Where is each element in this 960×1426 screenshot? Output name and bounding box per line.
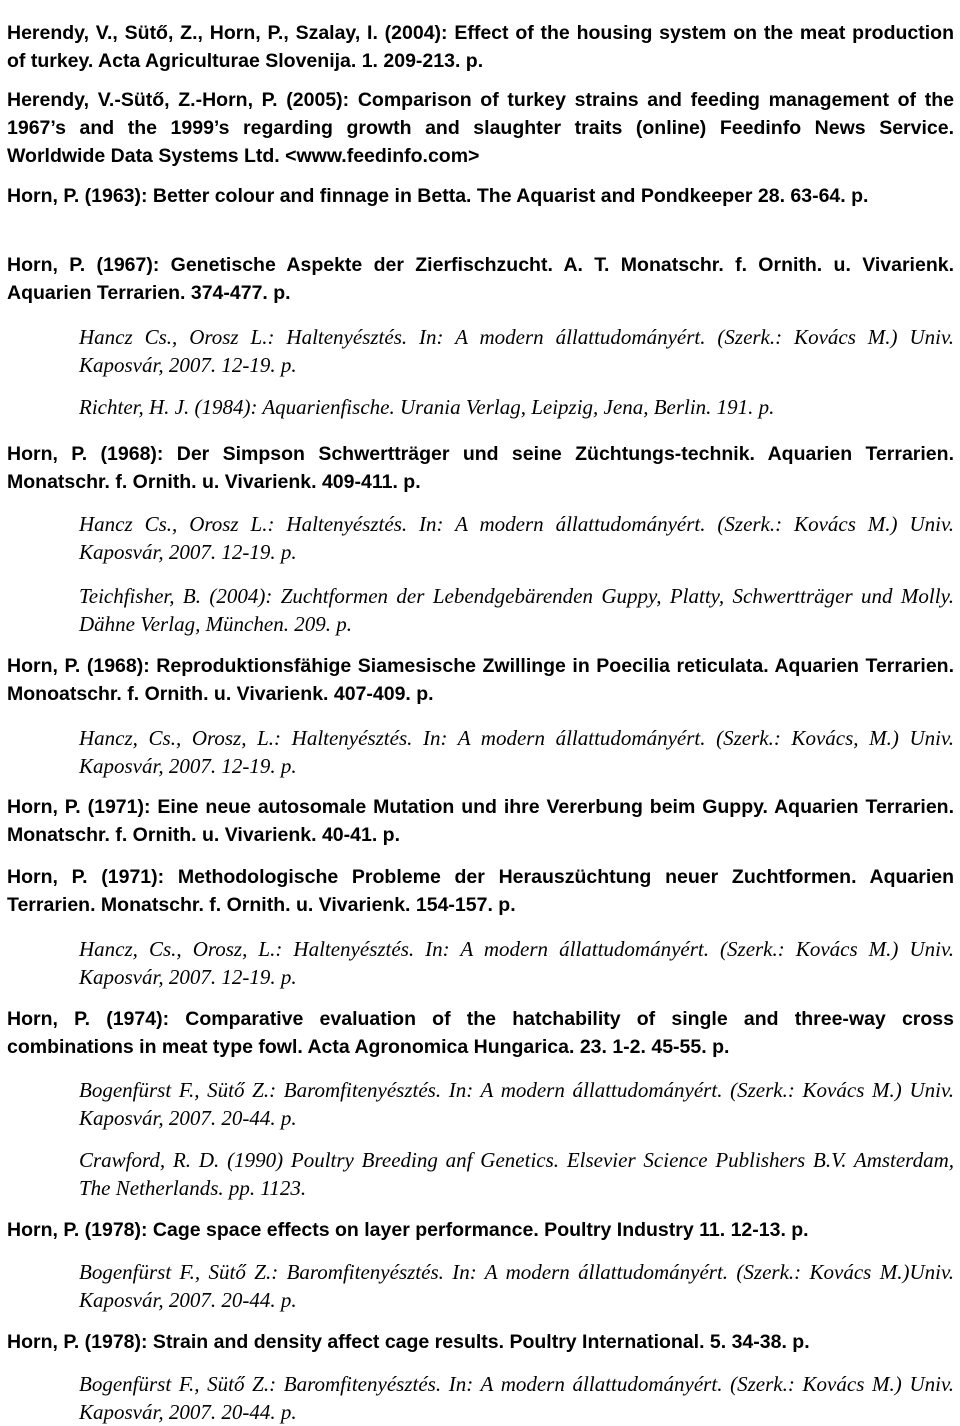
- reference-sub-entry: Bogenfürst F., Sütő Z.: Baromfitenyésztés. In: A modern állattudományért. (Szerk.: Kovács M.)Univ. Kaposvár, 2007. 20-44. p.: [79, 1260, 954, 1312]
- reference-entry: Herendy, V.-Sütő, Z.-Horn, P. (2005): Comparison of turkey strains and feeding management of the 1967’s and the 1999’s regarding growth and slaughter traits (online) Feedinfo News Service. Worldwide Data Systems Ltd. <www.feedinfo.com>: [7, 88, 954, 167]
- reference-entry: Horn, P. (1978): Strain and density affect cage results. Poultry International. 5. 34-38. p.: [7, 1330, 810, 1353]
- reference-entry: Horn, P. (1978): Cage space effects on layer performance. Poultry Industry 11. 12-13. p.: [7, 1218, 809, 1241]
- reference-entry: Horn, P. (1971): Methodologische Probleme der Herauszüchtung neuer Zuchtformen. Aquarien Terrarien. Monatschr. f. Ornith. u. Vivarienk. 154-157. p.: [7, 865, 954, 916]
- reference-sub-entry: Crawford, R. D. (1990) Poultry Breeding anf Genetics. Elsevier Science Publishers B.V. Amsterdam, The Netherlands. pp. 1123.: [79, 1148, 954, 1200]
- reference-entry: Herendy, V., Sütő, Z., Horn, P., Szalay, I. (2004): Effect of the housing system on the meat production of turkey. Acta Agriculturae Slovenija. 1. 209-213. p.: [7, 21, 954, 72]
- reference-entry: Horn, P. (1968): Reproduktionsfähige Siamesische Zwillinge in Poecilia reticulata. Aquarien Terrarien. Monoatschr. f. Ornith. u. Vivarienk. 407-409. p.: [7, 654, 954, 705]
- reference-sub-entry: Bogenfürst F., Sütő Z.: Baromfitenyésztés. In: A modern állattudományért. (Szerk.: Kovács M.) Univ. Kaposvár, 2007. 20-44. p.: [79, 1372, 954, 1424]
- reference-entry: Horn, P. (1971): Eine neue autosomale Mutation und ihre Vererbung beim Guppy. Aquarien Terrarien. Monatschr. f. Ornith. u. Vivarienk. 40-41. p.: [7, 795, 954, 846]
- reference-sub-entry: Hancz Cs., Orosz L.: Haltenyésztés. In: A modern állattudományért. (Szerk.: Kovács M.) Univ. Kaposvár, 2007. 12-19. p.: [79, 325, 954, 377]
- reference-sub-entry: Hancz, Cs., Orosz, L.: Haltenyésztés. In: A modern állattudományért. (Szerk.: Kovács, M.) Univ. Kaposvár, 2007. 12-19. p.: [79, 726, 954, 778]
- reference-sub-entry: Hancz Cs., Orosz L.: Haltenyésztés. In: A modern állattudományért. (Szerk.: Kovács M.) Univ. Kaposvár, 2007. 12-19. p.: [79, 512, 954, 564]
- reference-sub-entry: Teichfisher, B. (2004): Zuchtformen der Lebendgebärenden Guppy, Platty, Schwertträger und Molly. Dähne Verlag, München. 209. p.: [79, 584, 954, 636]
- reference-entry: Horn, P. (1963): Better colour and finnage in Betta. The Aquarist and Pondkeeper 28. 63-64. p.: [7, 184, 869, 207]
- reference-sub-entry: Richter, H. J. (1984): Aquarienfische. Urania Verlag, Leipzig, Jena, Berlin. 191. p.: [79, 395, 775, 419]
- reference-entry: Horn, P. (1967): Genetische Aspekte der Zierfischzucht. A. T. Monatschr. f. Ornith. u. Vivarienk. Aquarien Terrarien. 374-477. p.: [7, 253, 954, 304]
- reference-sub-entry: Bogenfürst F., Sütő Z.: Baromfitenyésztés. In: A modern állattudományért. (Szerk.: Kovács M.) Univ. Kaposvár, 2007. 20-44. p.: [79, 1078, 954, 1130]
- reference-entry: Horn, P. (1974): Comparative evaluation of the hatchability of single and three-way cross combinations in meat type fowl. Acta Agronomica Hungarica. 23. 1-2. 45-55. p.: [7, 1007, 954, 1058]
- reference-sub-entry: Hancz, Cs., Orosz, L.: Haltenyésztés. In: A modern állattudományért. (Szerk.: Kovács M.) Univ. Kaposvár, 2007. 12-19. p.: [79, 937, 954, 989]
- reference-entry: Horn, P. (1968): Der Simpson Schwertträger und seine Züchtungs-technik. Aquarien Terrarien. Monatschr. f. Ornith. u. Vivarienk. 409-411. p.: [7, 442, 954, 493]
